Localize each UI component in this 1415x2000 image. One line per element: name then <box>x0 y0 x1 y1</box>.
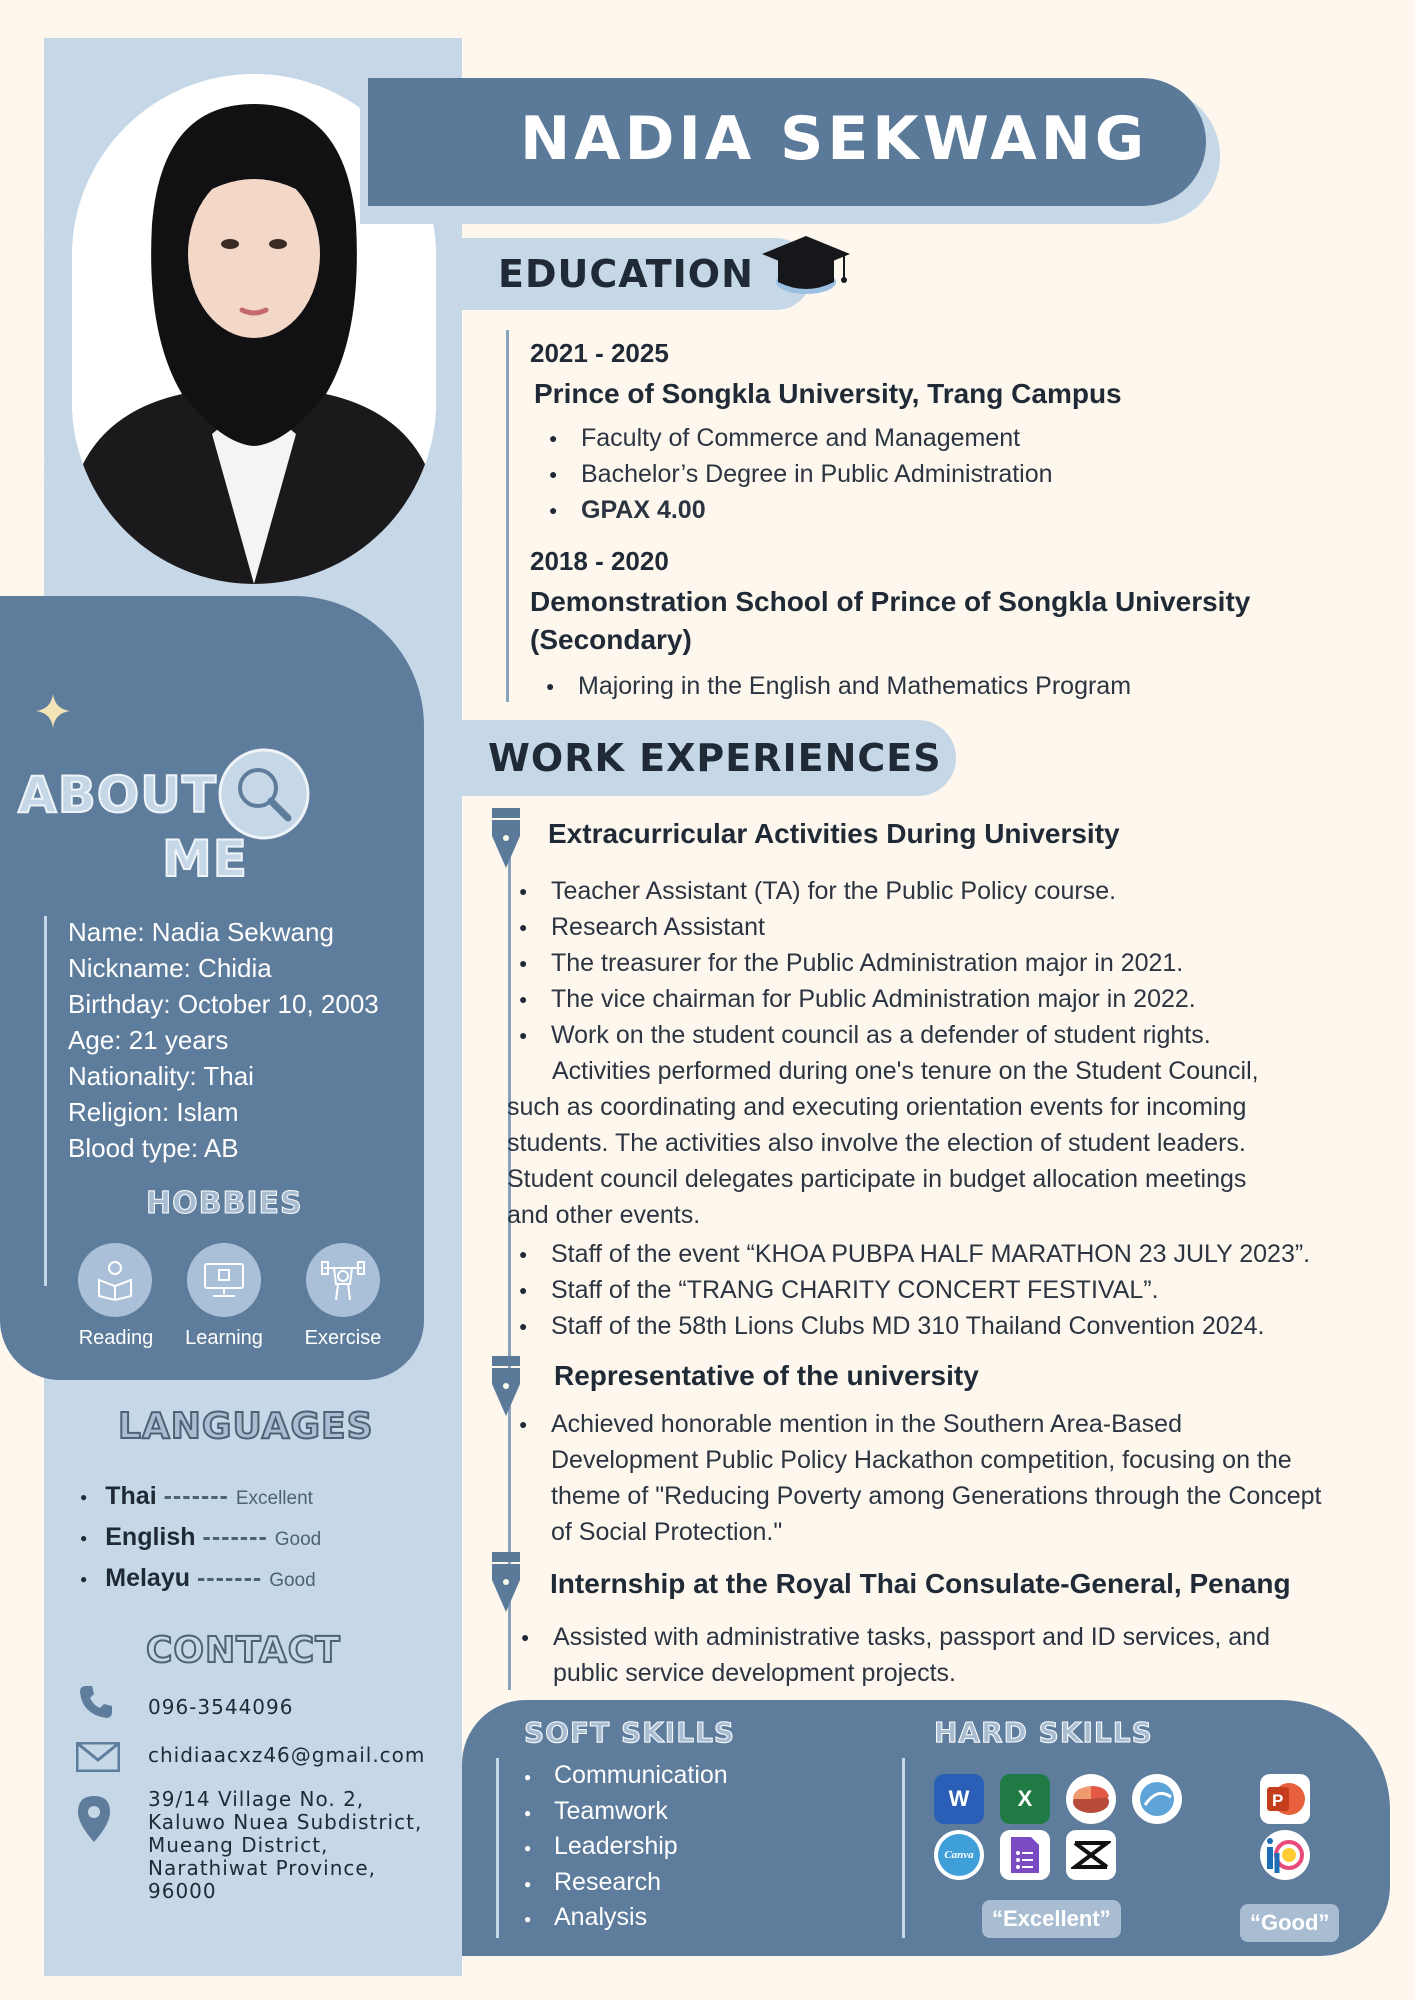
soft-skill-item: ● Teamwork <box>554 1794 728 1830</box>
hobby-label-exercise: Exercise <box>304 1327 382 1349</box>
work-bullet: ● Work on the student council as a defender of student rights. <box>551 1017 1211 1053</box>
about-info <box>68 914 379 1166</box>
edu-bullet: ● Faculty of Commerce and Management <box>581 420 1020 456</box>
address-line: Narathiwat Province, <box>148 1856 377 1880</box>
edu-bullet: ● Bachelor’s Degree in Public Administration <box>581 456 1053 492</box>
address-line: 96000 <box>148 1879 217 1903</box>
language-name: English <box>105 1523 196 1551</box>
work-bullet: ● Achieved honorable mention in the Southern Area-Based <box>551 1406 1182 1442</box>
work-bullet: ● Staff of the 58th Lions Clubs MD 310 Thailand Convention 2024. <box>551 1308 1264 1344</box>
work-paragraph-line: such as coordinating and executing orientation events for incoming <box>507 1093 1247 1121</box>
about-nationality: Nationality: Thai <box>68 1061 254 1091</box>
language-level: Excellent <box>235 1488 313 1509</box>
excellent-label: “Excellent” <box>982 1900 1121 1938</box>
language-dash: ------- <box>196 1564 263 1592</box>
language-dash: ------- <box>202 1523 268 1551</box>
powerpoint-letter: P <box>1272 1791 1284 1810</box>
soft-skills-title: SOFT SKILLS <box>524 1716 736 1749</box>
language-dash: ------- <box>163 1482 229 1510</box>
hard-skills-title: HARD SKILLS <box>934 1716 1153 1749</box>
work-line: public service development projects. <box>553 1659 956 1687</box>
education-timeline <box>506 330 509 702</box>
reading-icon <box>78 1243 152 1317</box>
pen-nib-icon <box>488 808 524 866</box>
google-forms-icon <box>1000 1830 1050 1880</box>
hard-skills-divider <box>902 1758 905 1938</box>
canva-icon <box>934 1830 984 1880</box>
spss-icon <box>1132 1774 1182 1824</box>
language-level: Good <box>269 1570 316 1591</box>
bullet-dot: ● <box>80 1572 88 1587</box>
work-bullet: ● The treasurer for the Public Administration major in 2021. <box>551 945 1183 981</box>
work-heading-2: Representative of the university <box>554 1360 979 1391</box>
language-row <box>80 1482 313 1511</box>
work-title: WORK EXPERIENCES <box>488 736 942 780</box>
bullet-dot: ● <box>80 1531 88 1546</box>
soft-skill-item: ● Communication <box>554 1758 728 1794</box>
hobbies-title: HOBBIES <box>146 1186 303 1221</box>
edu-years-1: 2021 - 2025 <box>530 338 669 368</box>
magnifier-icon <box>218 748 310 845</box>
about-religion: Religion: Islam <box>68 1097 239 1127</box>
bullet-dot: ● <box>80 1490 88 1505</box>
graduation-cap-icon <box>756 226 852 311</box>
work-paragraph-line: and other events. <box>507 1201 701 1229</box>
about-title: ABOUT <box>18 766 218 824</box>
canva-wordmark: Canva <box>938 1834 980 1876</box>
about-age: Age: 21 years <box>68 1025 229 1055</box>
education-title: EDUCATION <box>498 252 754 296</box>
ibis-paint-icon <box>1260 1830 1310 1880</box>
work-heading-3: Internship at the Royal Thai Consulate-General, Penang <box>550 1568 1291 1599</box>
soft-skill-item: ● Leadership <box>554 1829 728 1865</box>
work-line: theme of "Reducing Poverty among Generations through the Concept <box>551 1482 1322 1510</box>
soft-skills-divider <box>496 1758 499 1938</box>
sparkle-icon <box>36 694 70 733</box>
mail-icon <box>76 1742 120 1777</box>
about-blood-type: Blood type: AB <box>68 1133 239 1163</box>
edu-school-2: Demonstration School of Prince of Songkla University <box>530 586 1251 617</box>
pen-nib-icon <box>488 1552 524 1610</box>
exercise-icon <box>306 1243 380 1317</box>
work-bullet: ● Teacher Assistant (TA) for the Public Policy course. <box>551 873 1116 909</box>
work-bullet: ● Assisted with administrative tasks, passport and ID services, and <box>553 1619 1270 1655</box>
contact-email: chidiaacxz46@gmail.com <box>148 1743 426 1767</box>
soft-skills-list <box>554 1758 728 1936</box>
candidate-name: NADIA SEKWANG <box>520 104 1149 174</box>
word-icon: W <box>934 1774 984 1824</box>
work-bullet: ● Research Assistant <box>551 909 765 945</box>
languages-title: LANGUAGES <box>118 1406 374 1447</box>
work-paragraph-line: Student council delegates participate in budget allocation meetings <box>507 1165 1247 1193</box>
language-name: Melayu <box>105 1564 191 1592</box>
address-line: Kaluwo Nuea Subdistrict, <box>148 1810 423 1834</box>
excel-icon: X <box>1000 1774 1050 1824</box>
contact-address <box>148 1788 422 1903</box>
work-bullet: ● Staff of the “TRANG CHARITY CONCERT FESTIVAL”. <box>551 1272 1159 1308</box>
about-name: Name: Nadia Sekwang <box>68 917 334 947</box>
about-nickname: Nickname: Chidia <box>68 953 272 983</box>
work-heading-1: Extracurricular Activities During University <box>548 818 1120 849</box>
address-line: Mueang District, <box>148 1833 329 1857</box>
capcut-icon <box>1066 1830 1116 1880</box>
address-line: 39/14 Village No. 2, <box>148 1787 365 1811</box>
edu-bullet-gpax: ● GPAX 4.00 <box>581 492 706 528</box>
location-pin-icon <box>78 1796 110 1847</box>
edu-school-2-level: (Secondary) <box>530 624 692 655</box>
language-row <box>80 1523 321 1552</box>
language-name: Thai <box>105 1482 157 1510</box>
work-paragraph-line: students. The activities also involve the election of student leaders. <box>507 1129 1246 1157</box>
work-bullet: ● The vice chairman for Public Administration major in 2022. <box>551 981 1196 1017</box>
about-divider <box>44 916 47 1286</box>
pie-chart-app-icon <box>1066 1774 1116 1824</box>
soft-skill-item: ● Analysis <box>554 1900 728 1936</box>
language-level: Good <box>274 1529 322 1550</box>
work-line: Development Public Policy Hackathon competition, focusing on the <box>551 1446 1292 1474</box>
hobby-label-reading: Reading <box>78 1327 154 1349</box>
language-row <box>80 1564 316 1593</box>
work-paragraph-line: Activities performed during one's tenure on the Student Council, <box>552 1057 1259 1085</box>
about-title-2: ME <box>162 830 248 888</box>
phone-icon <box>78 1684 114 1725</box>
edu-bullet: ● Majoring in the English and Mathematics Program <box>578 668 1131 704</box>
contact-phone: 096-3544096 <box>148 1695 294 1719</box>
work-line: of Social Protection." <box>551 1518 783 1546</box>
edu-school-1: Prince of Songkla University, Trang Campus <box>534 378 1122 409</box>
work-bullet: ● Staff of the event “KHOA PUBPA HALF MARATHON 23 JULY 2023”. <box>551 1236 1310 1272</box>
hobby-label-learning: Learning <box>185 1327 263 1349</box>
learning-icon <box>187 1243 261 1317</box>
edu-years-2: 2018 - 2020 <box>530 546 669 576</box>
powerpoint-icon <box>1260 1774 1310 1824</box>
soft-skill-item: ● Research <box>554 1865 728 1901</box>
about-birthday: Birthday: October 10, 2003 <box>68 989 379 1019</box>
good-label: “Good” <box>1240 1904 1339 1942</box>
contact-title: CONTACT <box>146 1630 341 1671</box>
